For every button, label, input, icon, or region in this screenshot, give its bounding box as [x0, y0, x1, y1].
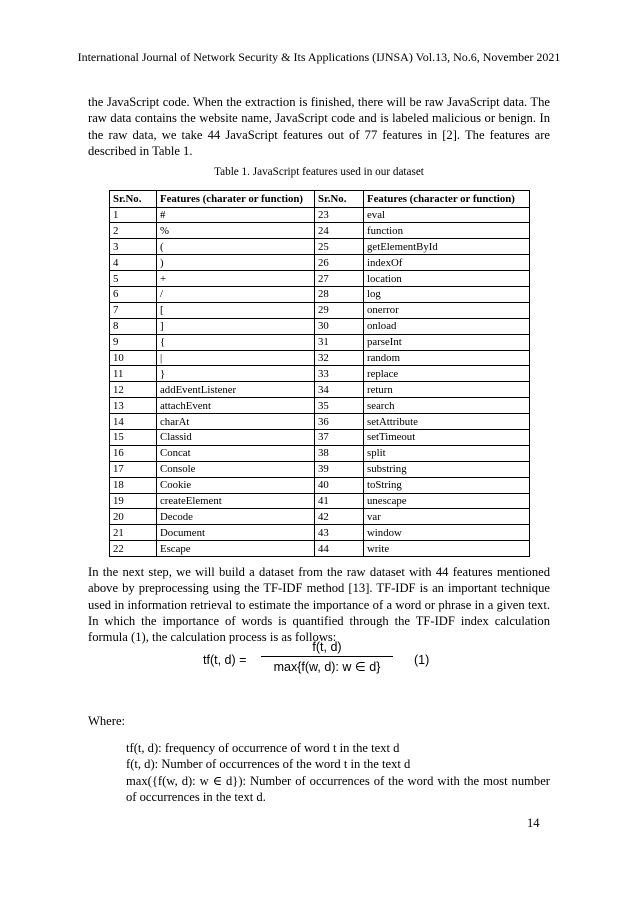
cell-srno-left: 3	[110, 239, 157, 255]
cell-srno-right: 29	[315, 302, 364, 318]
cell-srno-right: 35	[315, 398, 364, 414]
cell-srno-right: 42	[315, 509, 364, 525]
cell-srno-left: 14	[110, 414, 157, 430]
cell-srno-right: 32	[315, 350, 364, 366]
cell-srno-left: 10	[110, 350, 157, 366]
table-caption: Table 1. JavaScript features used in our dataset	[214, 166, 424, 178]
table-row	[110, 286, 530, 302]
cell-feature-left: charAt	[157, 414, 315, 430]
table-row	[110, 382, 530, 398]
cell-srno-left: 13	[110, 398, 157, 414]
table-row	[110, 509, 530, 525]
cell-feature-left: +	[157, 271, 315, 287]
table-row	[110, 477, 530, 493]
table-row	[110, 350, 530, 366]
cell-feature-left: Cookie	[157, 477, 315, 493]
formula-numerator: f(t, d)	[261, 640, 393, 657]
cell-feature-right: replace	[364, 366, 530, 382]
table-row	[110, 271, 530, 287]
cell-feature-right: write	[364, 541, 530, 557]
cell-feature-right: eval	[364, 207, 530, 223]
cell-feature-right: setAttribute	[364, 414, 530, 430]
cell-feature-right: unescape	[364, 493, 530, 509]
cell-srno-right: 24	[315, 223, 364, 239]
cell-feature-left: {	[157, 334, 315, 350]
cell-feature-right: getElementById	[364, 239, 530, 255]
table-row	[110, 429, 530, 445]
formula-number: (1)	[414, 653, 430, 667]
cell-feature-right: toString	[364, 477, 530, 493]
cell-feature-right: split	[364, 445, 530, 461]
table-row	[110, 414, 530, 430]
cell-srno-right: 37	[315, 429, 364, 445]
cell-feature-right: setTimeout	[364, 429, 530, 445]
cell-srno-left: 12	[110, 382, 157, 398]
cell-feature-right: parseInt	[364, 334, 530, 350]
cell-feature-left: |	[157, 350, 315, 366]
cell-srno-right: 36	[315, 414, 364, 430]
table-row	[110, 398, 530, 414]
cell-feature-left: %	[157, 223, 315, 239]
cell-srno-right: 31	[315, 334, 364, 350]
cell-feature-right: return	[364, 382, 530, 398]
cell-srno-right: 39	[315, 461, 364, 477]
cell-srno-left: 9	[110, 334, 157, 350]
page-number: 14	[527, 816, 540, 830]
cell-srno-right: 34	[315, 382, 364, 398]
cell-srno-left: 1	[110, 207, 157, 223]
formula-fraction	[261, 640, 393, 674]
intro-paragraph: the JavaScript code. When the extraction is finished, there will be raw JavaScript data. The raw data contains the website name, JavaScript code and is labeled malicious or benign. In the raw data, we take 44 JavaScript features out of 77 features in [2]. The features are described in Table 1.	[88, 95, 550, 158]
cell-srno-left: 21	[110, 525, 157, 541]
cell-feature-right: onload	[364, 318, 530, 334]
table-row	[110, 207, 530, 223]
cell-feature-left: addEventListener	[157, 382, 315, 398]
cell-feature-left: Console	[157, 461, 315, 477]
cell-srno-left: 18	[110, 477, 157, 493]
definition-item: max({f(w, d): w ∈ d}): Number of occurrences of the word with the most number of occurrences in the text d.	[126, 773, 550, 804]
definition-list	[126, 740, 550, 805]
definition-item: tf(t, d): frequency of occurrence of word t in the text d	[126, 741, 400, 755]
cell-feature-left: attachEvent	[157, 398, 315, 414]
cell-srno-right: 38	[315, 445, 364, 461]
cell-srno-left: 11	[110, 366, 157, 382]
cell-srno-left: 2	[110, 223, 157, 239]
cell-feature-left: (	[157, 239, 315, 255]
table-row	[110, 302, 530, 318]
cell-srno-right: 40	[315, 477, 364, 493]
cell-feature-left: #	[157, 207, 315, 223]
cell-feature-left: Classid	[157, 429, 315, 445]
cell-srno-left: 7	[110, 302, 157, 318]
cell-feature-right: random	[364, 350, 530, 366]
cell-feature-left: ]	[157, 318, 315, 334]
header-features-left: Features (charater or function)	[157, 191, 315, 208]
cell-srno-right: 30	[315, 318, 364, 334]
cell-feature-right: indexOf	[364, 255, 530, 271]
cell-feature-right: log	[364, 286, 530, 302]
definition-item: f(t, d): Number of occurrences of the word t in the text d	[126, 757, 411, 772]
table-row	[110, 541, 530, 557]
cell-srno-right: 26	[315, 255, 364, 271]
cell-feature-left: }	[157, 366, 315, 382]
cell-feature-right: onerror	[364, 302, 530, 318]
cell-feature-left: Concat	[157, 445, 315, 461]
cell-srno-left: 19	[110, 493, 157, 509]
cell-srno-right: 28	[315, 286, 364, 302]
table-row	[110, 493, 530, 509]
journal-header: International Journal of Network Security & Its Applications (IJNSA) Vol.13, No.6, November 2021	[77, 50, 561, 64]
cell-feature-right: function	[364, 223, 530, 239]
cell-srno-left: 16	[110, 445, 157, 461]
table-row	[110, 461, 530, 477]
cell-srno-right: 25	[315, 239, 364, 255]
cell-feature-right: substring	[364, 461, 530, 477]
cell-srno-left: 20	[110, 509, 157, 525]
table-header-row	[110, 191, 530, 208]
cell-feature-left: Decode	[157, 509, 315, 525]
method-paragraph: In the next step, we will build a dataset from the raw dataset with 44 features mentioned above by preprocessing using the TF-IDF method [13]. TF-IDF is an important technique used in information retrieval to estimate the importance of a word or phrase in a given text. In which the importance of words is quantified through the TF-IDF index calculation formula (1), the calculation process is as follows:	[88, 565, 550, 645]
where-label: Where:	[88, 714, 126, 728]
cell-feature-right: window	[364, 525, 530, 541]
header-srno-left: Sr.No.	[110, 191, 157, 208]
cell-srno-left: 6	[110, 286, 157, 302]
cell-srno-right: 27	[315, 271, 364, 287]
cell-srno-right: 44	[315, 541, 364, 557]
cell-srno-right: 33	[315, 366, 364, 382]
formula-lhs: tf(t, d) =	[203, 653, 247, 667]
table-row	[110, 334, 530, 350]
cell-srno-left: 5	[110, 271, 157, 287]
cell-feature-left: Document	[157, 525, 315, 541]
tf-formula	[203, 640, 453, 684]
header-features-right: Features (character or function)	[364, 191, 530, 208]
cell-feature-left: [	[157, 302, 315, 318]
cell-srno-right: 43	[315, 525, 364, 541]
features-table	[109, 190, 530, 557]
cell-feature-left: createElement	[157, 493, 315, 509]
cell-feature-right: search	[364, 398, 530, 414]
cell-feature-left: Escape	[157, 541, 315, 557]
cell-srno-left: 8	[110, 318, 157, 334]
table-row	[110, 223, 530, 239]
table-row	[110, 239, 530, 255]
table-row	[110, 318, 530, 334]
cell-feature-right: var	[364, 509, 530, 525]
table-body	[110, 207, 530, 557]
header-srno-right: Sr.No.	[315, 191, 364, 208]
cell-feature-right: location	[364, 271, 530, 287]
table-row	[110, 366, 530, 382]
formula-denominator: max{f(w, d): w ∈ d}	[273, 660, 381, 674]
cell-feature-left: )	[157, 255, 315, 271]
table-row	[110, 525, 530, 541]
cell-srno-left: 22	[110, 541, 157, 557]
cell-srno-left: 17	[110, 461, 157, 477]
table-row	[110, 255, 530, 271]
table-row	[110, 445, 530, 461]
cell-srno-right: 23	[315, 207, 364, 223]
cell-srno-left: 15	[110, 429, 157, 445]
cell-srno-left: 4	[110, 255, 157, 271]
cell-feature-left: /	[157, 286, 315, 302]
cell-srno-right: 41	[315, 493, 364, 509]
